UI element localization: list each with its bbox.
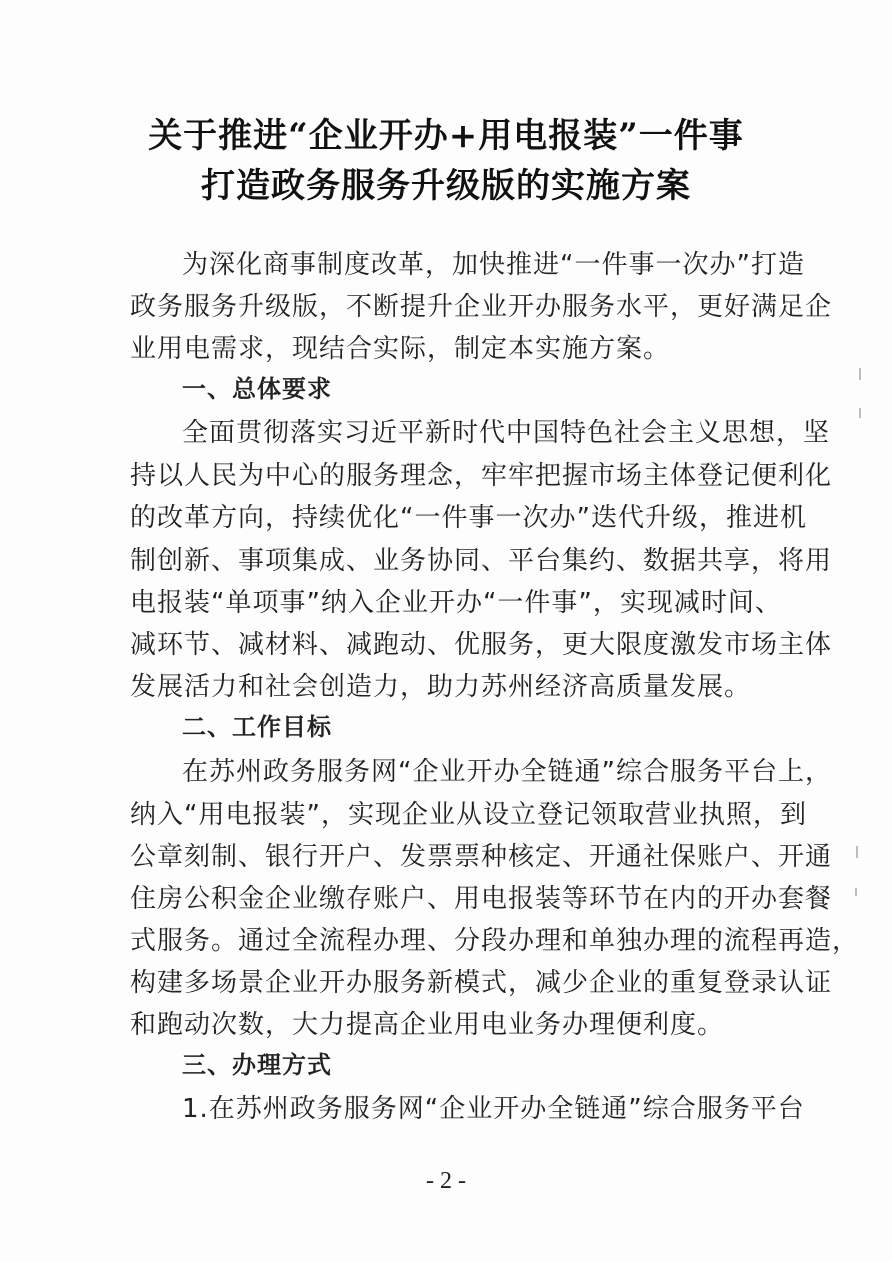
section1-line-4: 制创新、事项集成、业务协同、平台集约、数据共享，将用 (130, 546, 833, 576)
section1-heading: 一、总体要求 (182, 375, 332, 403)
scan-mark (856, 846, 858, 858)
scan-mark (859, 368, 861, 380)
intro-line-1: 为深化商事制度改革，加快推进“一件事一次办”打造 (182, 250, 805, 280)
section2-line-5: 式服务。通过全流程办理、分段办理和单独办理的流程再造， (130, 926, 860, 956)
document-title-line1: 关于推进“企业开办+用电报装”一件事 (148, 116, 744, 156)
section3-line-1: 1.在苏州政务服务网“企业开办全链通”综合服务平台 (182, 1094, 805, 1124)
section2-line-2: 纳入“用电报装”，实现企业从设立登记领取营业执照，到 (130, 800, 807, 830)
section3-heading: 三、办理方式 (182, 1051, 332, 1079)
section2-line-6: 构建多场景企业开办服务新模式，减少企业的重复登录认证 (130, 968, 833, 998)
section1-line-7: 发展活力和社会创造力，助力苏州经济高质量发展。 (130, 672, 752, 702)
section1-line-1: 全面贯彻落实习近平新时代中国特色社会主义思想，坚 (182, 418, 831, 448)
section2-line-1: 在苏州政务服务网“企业开办全链通”综合服务平台上， (182, 757, 832, 787)
section2-line-7: 和跑动次数，大力提高企业用电业务办理便利度。 (130, 1010, 725, 1040)
section1-line-2: 持以人民为中心的服务理念，牢牢把握市场主体登记便利化 (130, 461, 833, 491)
page-number: - 2 - (426, 1168, 466, 1194)
section2-line-3: 公章刻制、银行开户、发票票种核定、开通社保账户、开通 (130, 842, 833, 872)
section2-heading: 二、工作目标 (182, 713, 332, 741)
intro-line-3: 业用电需求，现结合实际，制定本实施方案。 (130, 334, 671, 364)
section1-line-6: 减环节、减材料、减跑动、优服务，更大限度激发市场主体 (130, 630, 833, 660)
intro-line-2: 政务服务升级版，不断提升企业开办服务水平，更好满足企 (130, 292, 833, 322)
section2-line-4: 住房公积金企业缴存账户、用电报装等环节在内的开办套餐 (130, 884, 833, 914)
section1-line-3: 的改革方向，持续优化“一件事一次办”迭代升级，推进机 (130, 503, 807, 533)
scan-mark (855, 888, 857, 896)
scan-mark (859, 408, 861, 418)
document-title-line2: 打造政务服务升级版的实施方案 (201, 166, 691, 206)
section1-line-5: 电报装“单项事”纳入企业开办“一件事”，实现减时间、 (130, 588, 782, 618)
